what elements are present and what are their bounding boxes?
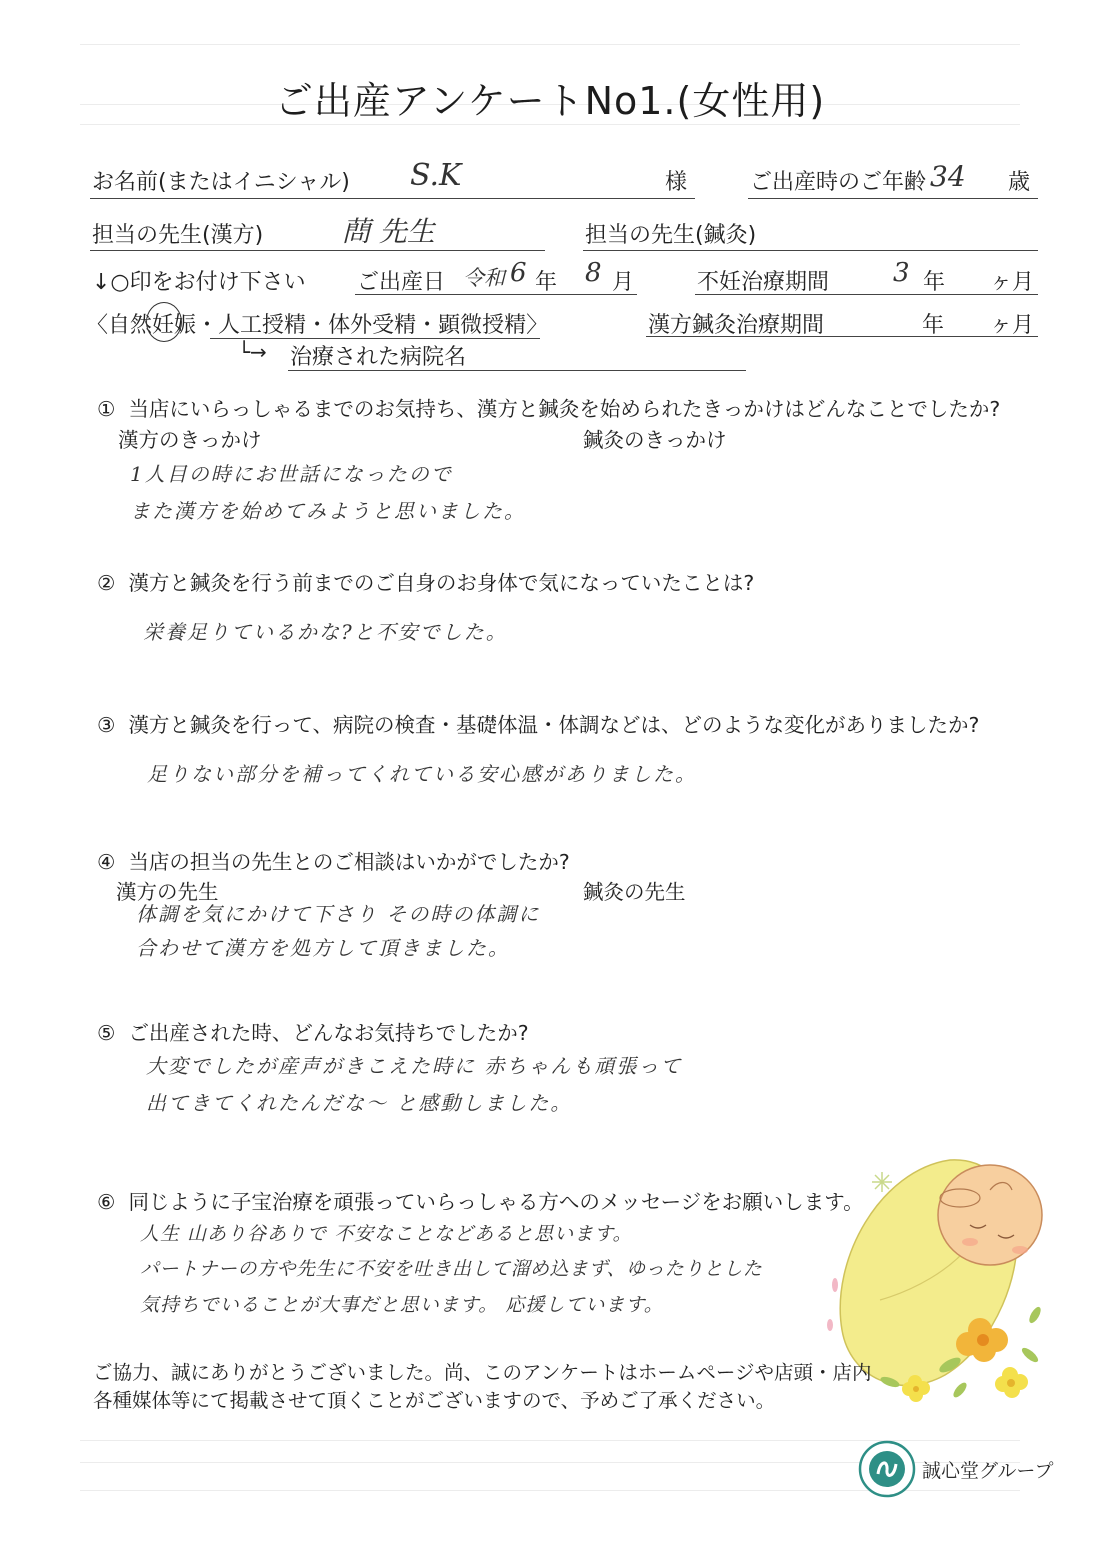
birth-year: 6 <box>510 258 527 288</box>
flower-icon <box>995 1367 1028 1398</box>
birth-month-unit: 月 <box>612 270 635 295</box>
kampo-period-month-unit: ヶ月 <box>990 313 1035 338</box>
q6-answer-line-3: 気持ちでいることが大事だと思います。 応援しています。 <box>140 1294 664 1316</box>
question-text: 漢方と鍼灸を行って、病院の検査・基礎体温・体調などは、どのような変化がありましたか? <box>128 713 980 737</box>
question-1 <box>97 392 1000 422</box>
birth-date-underline <box>355 294 637 295</box>
q5-answer-line-2: 出てきてくれたんだな〜 と感動しました。 <box>146 1091 573 1115</box>
question-2 <box>97 566 754 596</box>
name-value: S.K <box>410 158 462 193</box>
methods-underline <box>210 338 540 339</box>
acu-teacher-underline <box>583 250 1038 251</box>
age-label: ご出産時のご年齢 <box>750 170 927 195</box>
kampo-period-year-unit: 年 <box>922 313 945 338</box>
q2-answer-line-1: 栄養足りているかな?と不安でした。 <box>143 620 508 644</box>
selected-method-circle <box>146 302 182 342</box>
kampo-period-label: 漢方鍼灸治療期間 <box>648 313 825 338</box>
method-separator: ・ <box>196 313 219 338</box>
scan-artifact <box>80 44 1020 45</box>
birth-era: 令和 <box>463 266 505 290</box>
birth-year-unit: 年 <box>535 270 558 295</box>
methods-close: 〉 <box>526 313 549 338</box>
infertility-label: 不妊治療期間 <box>697 270 830 295</box>
q4-kampo-sublabel: 漢方の先生 <box>116 880 219 904</box>
q1-answer-line-1: 1人目の時にお世話になったので <box>130 462 453 486</box>
question-text: 当店にいらっしゃるまでのお気持ち、漢方と鍼灸を始められたきっかけはどんなことでしたか? <box>128 397 1001 421</box>
methods-open: 〈 <box>86 313 109 338</box>
question-number: ④ <box>97 850 116 874</box>
kampo-teacher-label: 担当の先生(漢方) <box>92 223 264 248</box>
hospital-underline <box>288 370 746 371</box>
birth-month: 8 <box>585 258 602 288</box>
question-4 <box>97 845 570 875</box>
kampo-teacher-underline <box>90 250 545 251</box>
method-separator: ・ <box>306 313 329 338</box>
q4-answer-line-2: 合わせて漢方を処方して頂きました。 <box>136 936 510 960</box>
q4-answer-line-1: 体調を気にかけて下さり その時の体調に <box>136 902 541 926</box>
hospital-arrow: └→ <box>238 340 267 364</box>
question-text: 当店の担当の先生とのご相談はいかがでしたか? <box>128 850 570 874</box>
q1-acu-sublabel: 鍼灸のきっかけ <box>583 428 727 452</box>
q1-kampo-sublabel: 漢方のきっかけ <box>118 428 262 452</box>
name-suffix: 様 <box>665 170 688 195</box>
kampo-period-underline <box>646 336 1038 337</box>
sparkle-icon <box>872 1172 892 1192</box>
method-ivf[interactable]: 体外受精 <box>328 313 417 338</box>
footer-line-1: ご協力、誠にありがとうございました。尚、このアンケートはホームページや店頭・店内 <box>93 1361 872 1384</box>
question-text: 同じように子宝治療を頑張っていらっしゃる方へのメッセージをお願いします。 <box>128 1190 864 1214</box>
method-ai[interactable]: 人工授精 <box>218 313 307 338</box>
question-number: ② <box>97 571 116 595</box>
kampo-teacher-value: 蔄 先生 <box>342 215 435 248</box>
brand-name: 誠心堂グループ <box>922 1460 1054 1482</box>
question-text: 漢方と鍼灸を行う前までのご自身のお身体で気になっていたことは? <box>128 571 755 595</box>
footer-line-2: 各種媒体等にて掲載させて頂くことがございますので、予めご了承ください。 <box>93 1389 776 1412</box>
q1-answer-line-2: また漢方を始めてみようと思いました。 <box>130 499 526 523</box>
question-number: ⑥ <box>97 1190 116 1214</box>
brand-logo-icon <box>858 1440 916 1498</box>
q6-answer-line-1: 人生 山あり谷ありで 不安なことなどあると思います。 <box>140 1223 633 1245</box>
infertility-underline <box>695 294 1038 295</box>
question-3 <box>97 708 979 738</box>
age-value: 34 <box>930 160 966 193</box>
infertility-years: 3 <box>893 258 910 288</box>
circle-instruction: ↓○印をお付け下さい <box>92 270 306 295</box>
q6-answer-line-2: パートナーの方や先生に不安を吐き出して溜め込まず、ゆったりとした <box>140 1258 763 1280</box>
question-text: ご出産された時、どんなお気持ちでしたか? <box>128 1021 529 1045</box>
question-5 <box>97 1016 529 1046</box>
method-separator: ・ <box>416 313 439 338</box>
name-label: お名前(またはイニシャル) <box>92 170 350 195</box>
birth-date-label: ご出産日 <box>357 270 446 295</box>
q3-answer-line-1: 足りない部分を補ってくれている安心感がありました。 <box>147 762 697 786</box>
acu-teacher-label: 担当の先生(鍼灸) <box>585 223 757 248</box>
method-icsi[interactable]: 顕微授精 <box>438 313 527 338</box>
name-underline <box>90 198 695 199</box>
infertility-month-unit: ヶ月 <box>990 270 1035 295</box>
hospital-label: 治療された病院名 <box>290 345 467 370</box>
page-title: ご出産アンケートNo1.(女性用) <box>274 79 826 123</box>
age-unit: 歳 <box>1008 170 1031 195</box>
question-number: ⑤ <box>97 1021 116 1045</box>
question-number: ① <box>97 397 116 421</box>
q4-acu-sublabel: 鍼灸の先生 <box>583 880 686 904</box>
question-6 <box>97 1185 864 1215</box>
petal-icon <box>827 1278 838 1331</box>
age-underline <box>748 198 1038 199</box>
infertility-year-unit: 年 <box>923 270 946 295</box>
method-natural[interactable]: 自然妊娠 <box>108 313 197 338</box>
q5-answer-line-1: 大変でしたが産声がきこえた時に 赤ちゃんも頑張って <box>146 1054 683 1078</box>
question-number: ③ <box>97 713 116 737</box>
